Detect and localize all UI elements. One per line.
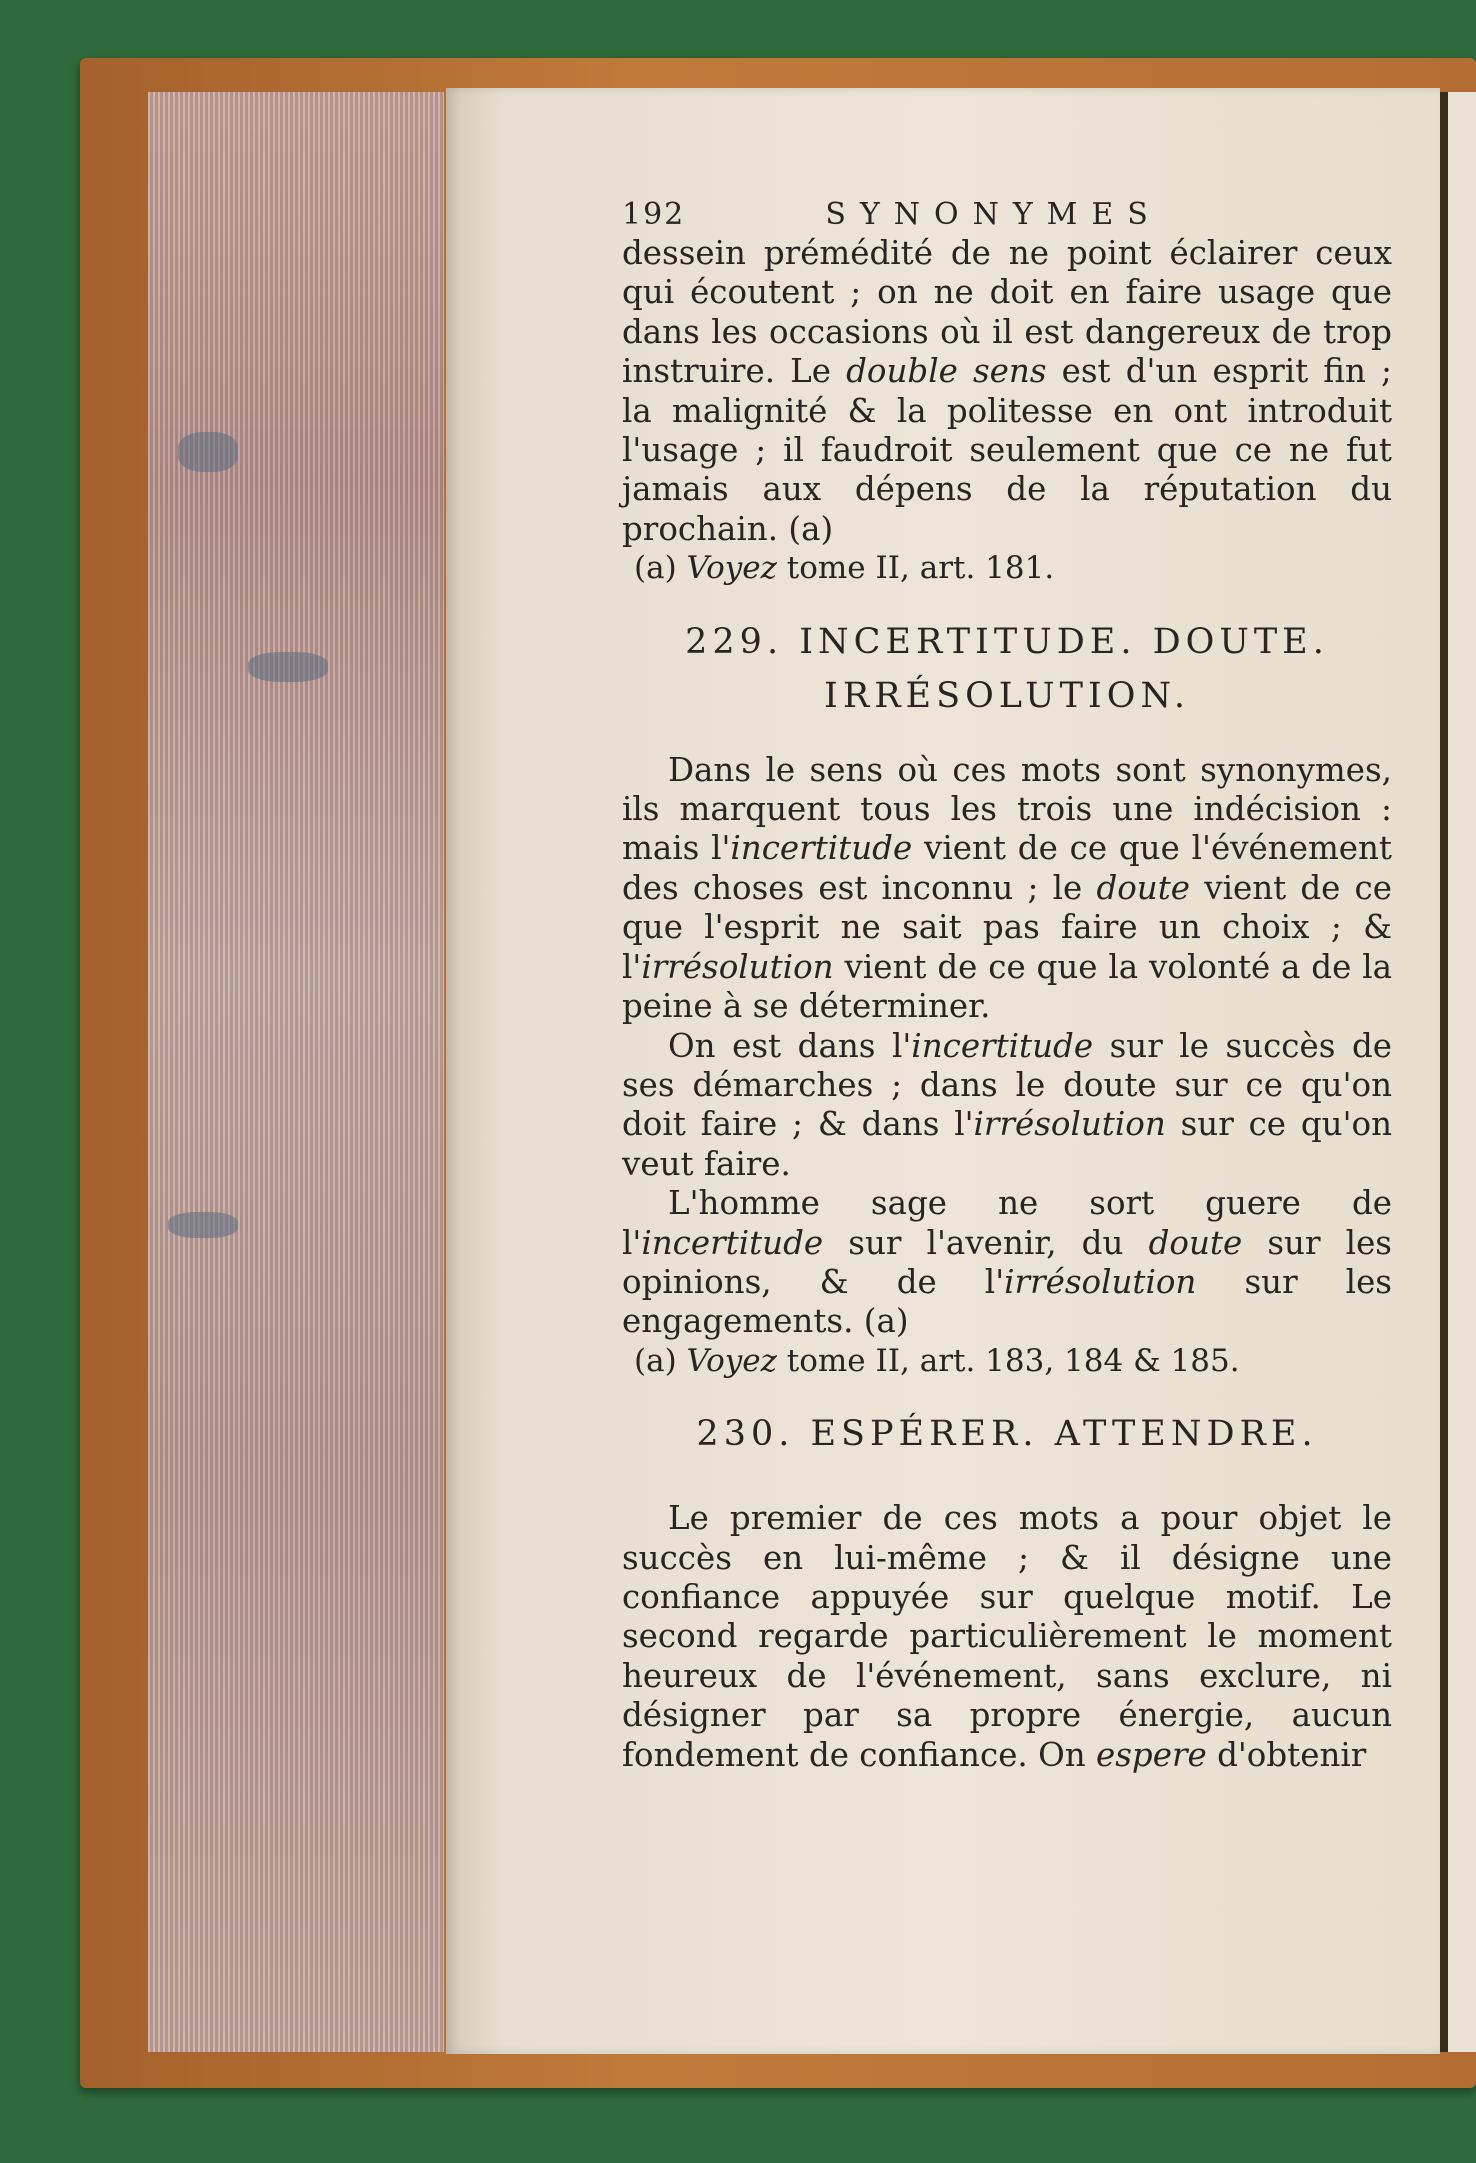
footnote-italic: Voyez <box>686 1342 777 1379</box>
text: vient de ce que l'esprit ne sait pas faire un choix ; & l' <box>622 868 1392 986</box>
page-number: 192 <box>622 197 686 232</box>
text: sur l'avenir, du <box>823 1223 1149 1262</box>
paragraph-229-a <box>622 751 1392 1027</box>
footnote-text: tome II, art. 183, 184 & 185. <box>776 1342 1240 1379</box>
paragraph-229-b <box>622 1027 1392 1185</box>
footnote-text: tome II, art. 181. <box>776 550 1055 587</box>
page-text <box>622 195 1392 1775</box>
footnote-1 <box>622 549 1392 588</box>
running-head: SYNONYMES <box>825 197 1162 232</box>
text: Le premier de ces mots a pour objet le succès en lui-même ; & il désigne une confiance appuyée sur quelque motif. Le second regarde particulièrement le moment heureux de l'événement, sans exclure, ni désigner par sa propre énergie, aucun fondement de confiance. On <box>622 1499 1392 1774</box>
paragraph-229-c <box>622 1184 1392 1342</box>
page-edges <box>148 92 444 2052</box>
italic-term: incertitude <box>641 1223 824 1262</box>
intro-text: est d'un esprit fin ; la malignité & la politesse en ont introduit l'usage ; il faudroit seulement que ce ne fut jamais aux dépens de la réputation du prochain. (a) <box>622 352 1392 548</box>
footnote-mark: (a) <box>634 1342 687 1379</box>
intro-text: dessein prémédité de ne point éclairer ceux qui écoutent ; on ne doit en faire usage que dans les occasions où il est dangereux de trop instruire. <box>622 234 1392 391</box>
italic-term: espere <box>1096 1735 1207 1774</box>
text: d'obtenir <box>1206 1735 1367 1774</box>
heading-229 <box>622 615 1392 723</box>
text: L'homme sage ne sort guere de l' <box>622 1184 1392 1262</box>
italic-term: doute <box>1096 868 1191 907</box>
text: On est dans l' <box>668 1026 912 1065</box>
text: vient de ce que la volonté a de la peine à se déterminer. <box>622 947 1392 1026</box>
text: sur les opinions, & de l' <box>622 1223 1392 1301</box>
italic-term: incertitude <box>911 1026 1094 1065</box>
intro-text: Le <box>790 352 847 391</box>
paragraph-230 <box>622 1499 1392 1775</box>
italic-term: doute <box>1148 1223 1243 1262</box>
marble-mark <box>168 1212 238 1238</box>
text: sur ce qu'on veut faire. <box>622 1105 1392 1183</box>
heading-230 <box>622 1407 1392 1461</box>
heading-line: 230. ESPÉRER. ATTENDRE. <box>696 1414 1318 1455</box>
page-header <box>622 195 1392 234</box>
italic-term: irrésolution <box>1004 1262 1197 1301</box>
next-page-edge <box>1440 92 1476 2052</box>
marble-mark <box>178 432 238 472</box>
heading-line: 229. INCERTITUDE. DOUTE. <box>685 621 1329 662</box>
footnote-italic: Voyez <box>686 550 777 587</box>
intro-paragraph <box>622 234 1392 549</box>
footnote-mark: (a) <box>634 550 687 587</box>
intro-italic: double sens <box>846 352 1047 391</box>
text: sur le succès de ses démarches ; dans le doute sur ce qu'on doit faire ; & dans l' <box>622 1026 1392 1144</box>
heading-line: IRRÉSOLUTION. <box>824 675 1190 716</box>
italic-term: irrésolution <box>641 947 834 986</box>
text: sur les engagements. (a) <box>622 1262 1392 1341</box>
italic-term: incertitude <box>730 829 913 868</box>
footnote-2 <box>622 1342 1392 1381</box>
text: Dans le sens où ces mots sont synonymes, ils marquent tous les trois une indécision : mais l' <box>622 750 1392 868</box>
text: vient de ce que l'événement des choses est inconnu ; le <box>622 829 1392 907</box>
marble-mark <box>248 652 328 682</box>
italic-term: irrésolution <box>973 1105 1166 1144</box>
